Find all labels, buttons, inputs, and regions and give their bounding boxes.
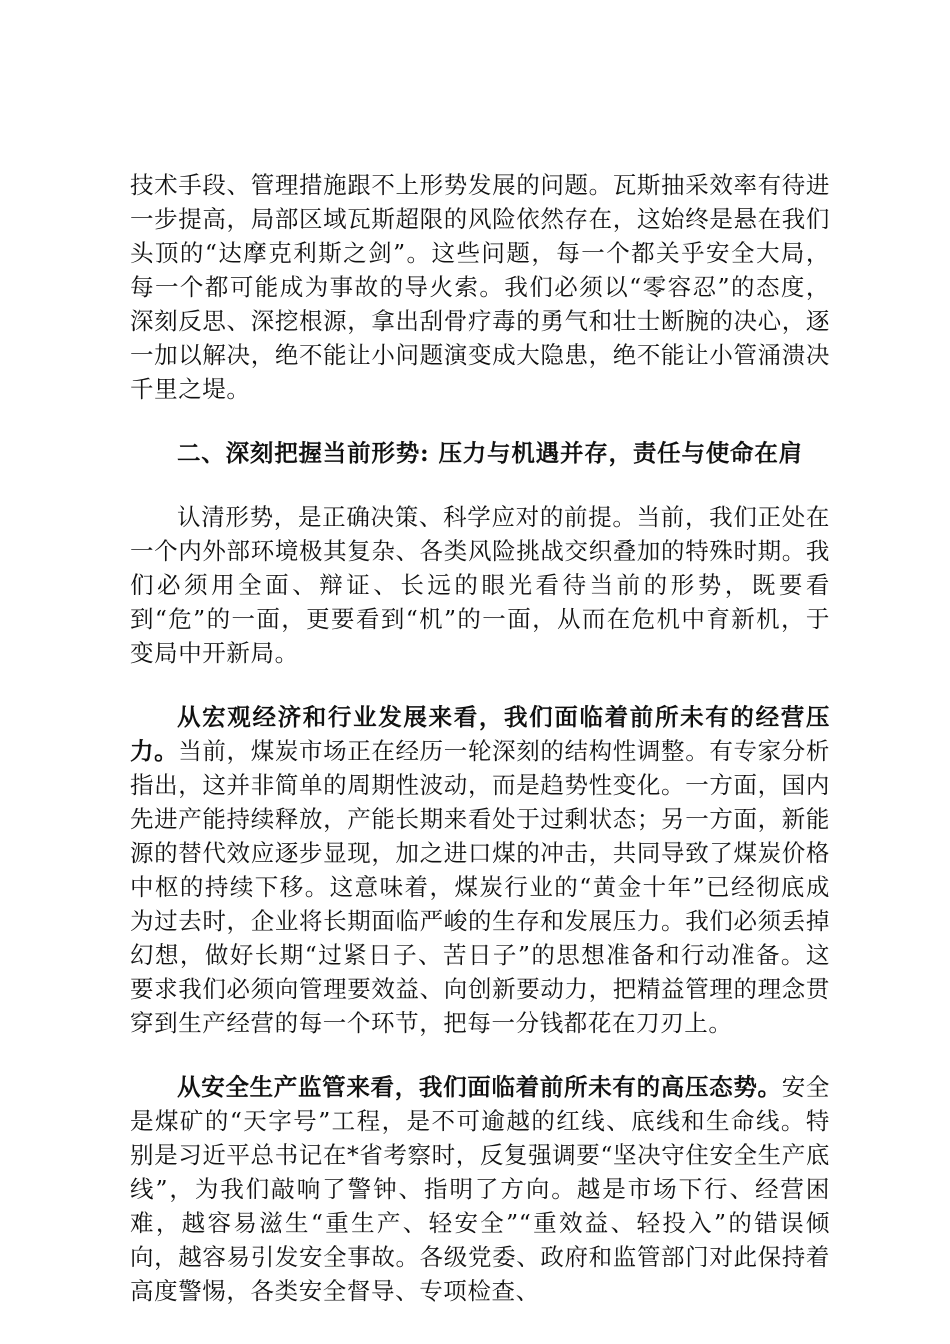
paragraph-continuation: 技术手段、管理措施跟不上形势发展的问题。瓦斯抽采效率有待进一步提高，局部区域瓦斯超限的风险依然存在，这始终是悬在我们头顶的“达摩克利斯之剑”。这些问题，每一个都关乎安全大局，每一个都可能成为事故的导火索。我们必须以“零容忍”的态度，深刻反思、深挖根源，拿出刮骨疗毒的勇气和壮士断腕的决心，逐一加以解决，绝不能让小问题演变成大隐患，绝不能让小管涌溃决千里之堤。 (130, 171, 830, 403)
paragraph-safety-supervision (130, 1070, 830, 1308)
paragraph-intro: 认清形势，是正确决策、科学应对的前提。当前，我们正处在一个内外部环境极其复杂、各类风险挑战交织叠加的特殊时期。我们必须用全面、辩证、长远的眼光看待当前的形势，既要看到“危”的一面，更要看到“机”的一面，从而在危机中育新机，于变局中开新局。 (130, 503, 830, 667)
paragraph-macro-body: 当前，煤炭市场正在经历一轮深刻的结构性调整。有专家分析指出，这并非简单的周期性波动，而是趋势性变化。一方面，国内先进产能持续释放，产能长期来看处于过剩状态；另一方面，新能源的替代效应逐步显现，加之进口煤的冲击，共同导致了煤炭价格中枢的持续下移。这意味着，煤炭行业的“黄金十年”已经彻底成为过去时，企业将长期面临严峻的生存和发展压力。我们必须丢掉幻想，做好长期“过紧日子、苦日子”的思想准备和行动准备。这要求我们必须向管理要效益、向创新要动力，把精益管理的理念贯穿到生产经营的每一个环节，把每一分钱都花在刀刃上。 (130, 737, 830, 1037)
paragraph-macro-economy (130, 700, 830, 1040)
section-heading: 二、深刻把握当前形势: 压力与机遇并存，责任与使命在肩 (177, 439, 803, 467)
paragraph-safety-lead: 从安全生产监管来看，我们面临着前所未有的高压态势。 (177, 1073, 782, 1101)
document-page (130, 168, 830, 1308)
paragraph-safety-body: 安全是煤矿的“天字号”工程，是不可逾越的红线、底线和生命线。特别是习近平总书记在*省考察时，反复强调要“坚决守住安全生产底线”，为我们敲响了警钟、指明了方向。越是市场下行、经营困难，越容易滋生“重生产、轻安全”“重效益、轻投入”的错误倾向，越容易引发安全事故。各级党委、政府和监管部门对此保持着高度警惕，各类安全督导、专项检查、 (130, 1073, 831, 1305)
paragraph-macro-lead: 从宏观经济和行业发展来看，我们面临着前所未有的经营压力。 (130, 703, 830, 765)
